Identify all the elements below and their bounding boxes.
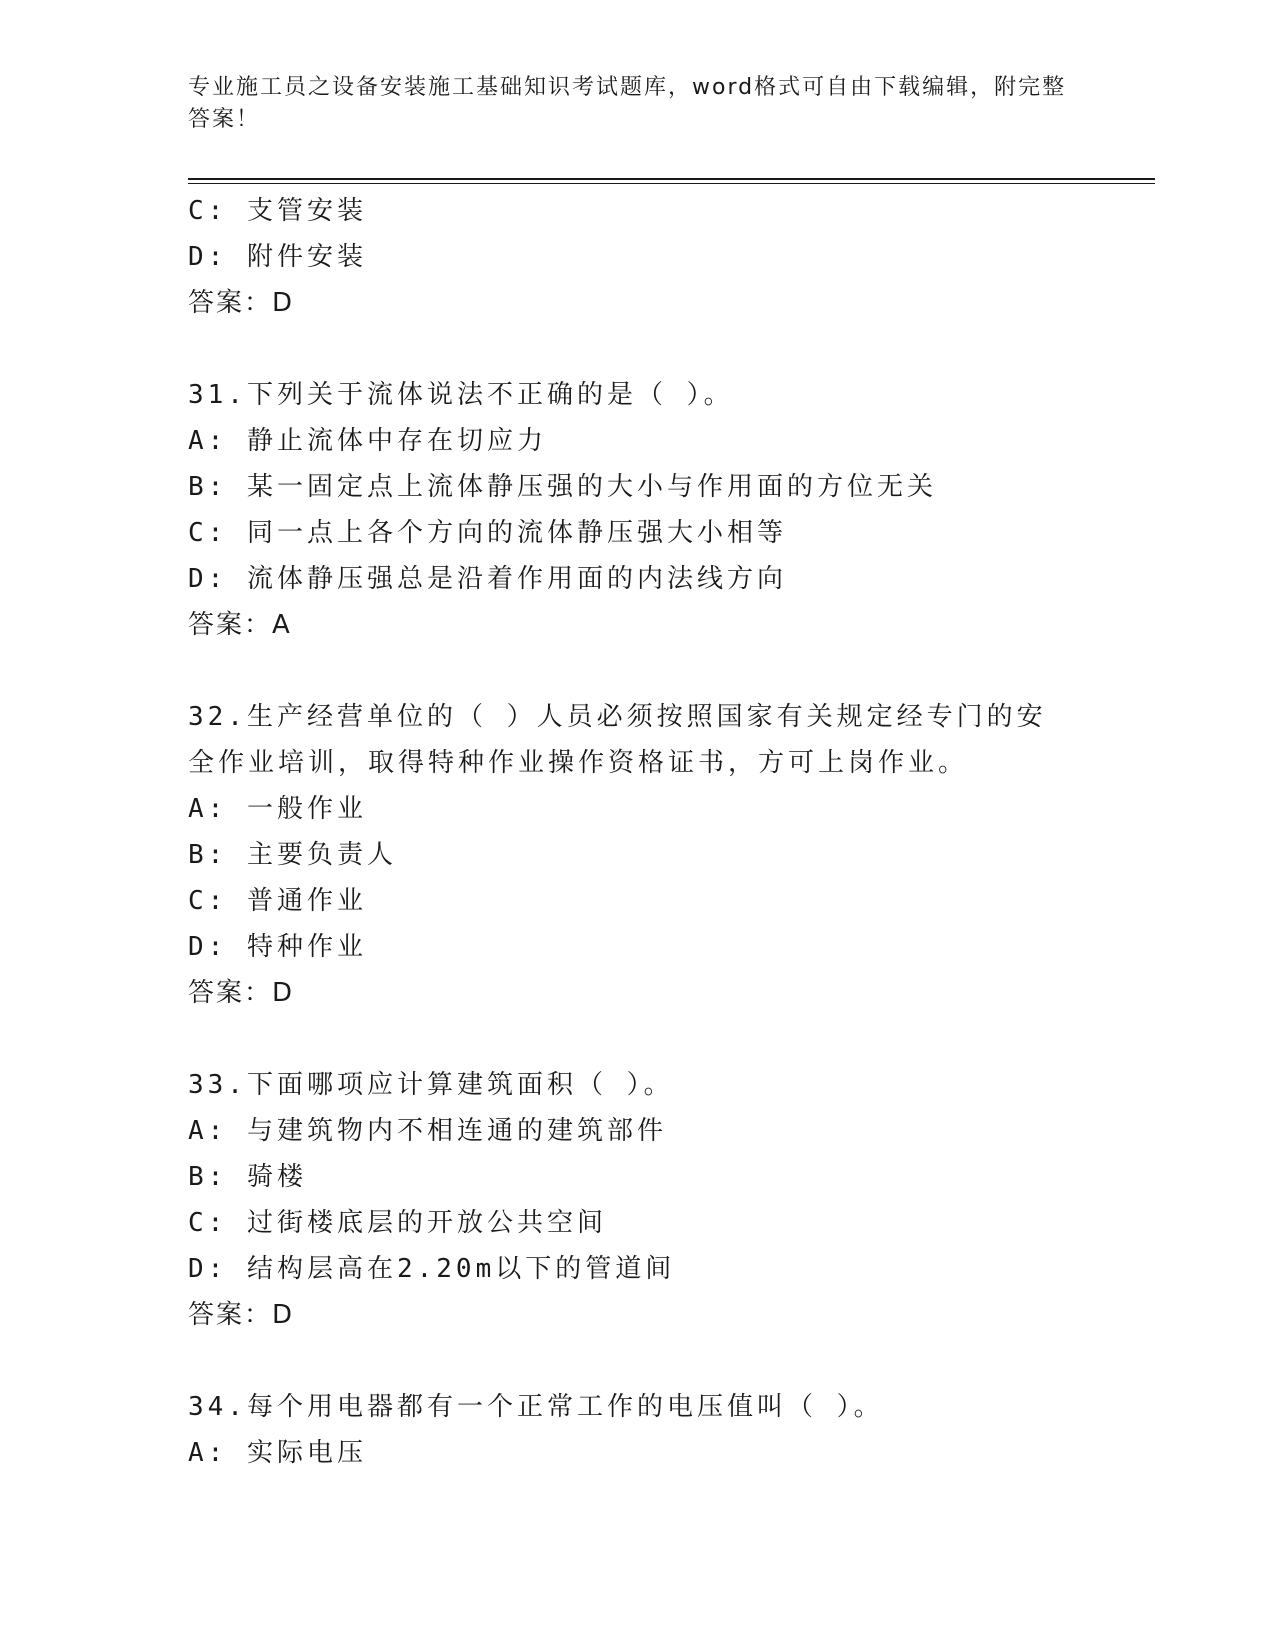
option-c: C: 过街楼底层的开放公共空间 — [188, 1208, 607, 1238]
question-stem: 34.每个用电器都有一个正常工作的电压值叫（ ）。 — [188, 1392, 884, 1422]
option-c: C: 支管安装 — [188, 196, 367, 226]
question-31 — [188, 372, 1088, 648]
option-c: C: 同一点上各个方向的流体静压强大小相等 — [188, 518, 787, 548]
spacer — [188, 1338, 1088, 1384]
question-stem: 32.生产经营单位的（ ）人员必须按照国家有关规定经专门的安全作业培训，取得特种作业操作资格证书，方可上岗作业。 — [188, 702, 1047, 778]
option-b: B: 骑楼 — [188, 1162, 307, 1192]
continued-question-block — [188, 188, 1088, 326]
option-b: B: 主要负责人 — [188, 840, 397, 870]
option-d: D: 附件安装 — [188, 242, 367, 272]
question-33 — [188, 1062, 1088, 1338]
option-a: A: 静止流体中存在切应力 — [188, 426, 547, 456]
answer-line: 答案：D — [188, 1300, 295, 1330]
spacer — [188, 326, 1088, 372]
option-d: D: 流体静压强总是沿着作用面的内法线方向 — [188, 564, 787, 594]
question-stem: 33.下面哪项应计算建筑面积（ ）。 — [188, 1070, 674, 1100]
answer-line: 答案：D — [188, 978, 295, 1008]
option-a: A: 一般作业 — [188, 794, 367, 824]
question-content — [188, 188, 1088, 1476]
option-b: B: 某一固定点上流体静压强的大小与作用面的方位无关 — [188, 472, 937, 502]
answer-line: 答案：A — [188, 610, 292, 640]
option-a: A: 与建筑物内不相连通的建筑部件 — [188, 1116, 667, 1146]
document-header: 专业施工员之设备安装施工基础知识考试题库，word格式可自由下载编辑，附完整答案！ — [188, 75, 1067, 132]
header-divider-thick — [188, 178, 1155, 180]
option-d: D: 结构层高在2.20m以下的管道间 — [188, 1254, 676, 1284]
header-divider-thin — [188, 183, 1155, 184]
answer-line: 答案：D — [188, 288, 295, 318]
option-a: A: 实际电压 — [188, 1438, 367, 1468]
question-32 — [188, 694, 1088, 1016]
question-34 — [188, 1384, 1088, 1476]
spacer — [188, 648, 1088, 694]
question-stem: 31.下列关于流体说法不正确的是（ ）。 — [188, 380, 734, 410]
spacer — [188, 1016, 1088, 1062]
option-c: C: 普通作业 — [188, 886, 367, 916]
option-d: D: 特种作业 — [188, 932, 367, 962]
